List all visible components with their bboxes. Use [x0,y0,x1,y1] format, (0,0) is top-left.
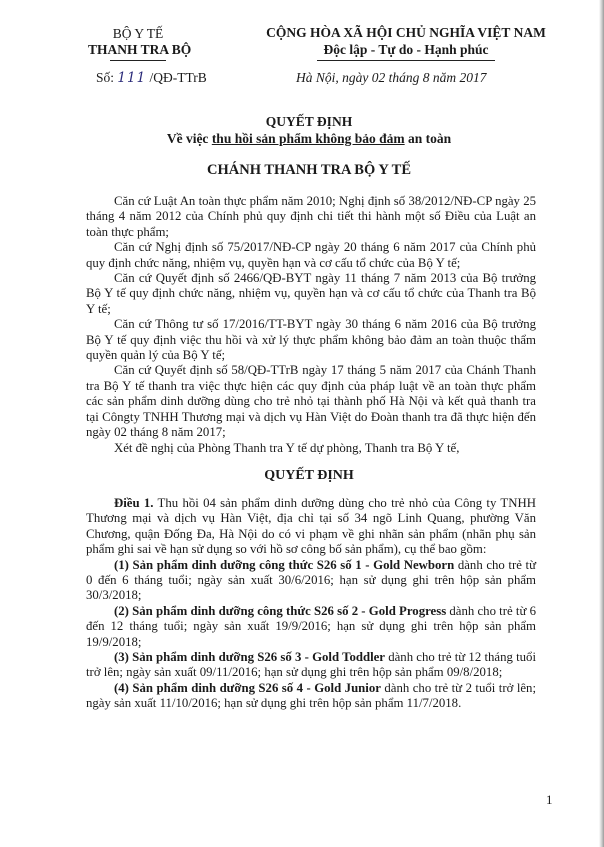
product-title: (3) Sản phẩm dinh dưỡng S26 số 3 - Gold Toddler [114,650,385,665]
decides-heading: QUYẾT ĐỊNH [264,468,354,483]
decision-subject [60,131,558,147]
agency-name: THANH TRA BỘ [88,42,192,57]
motto-underline [317,60,495,61]
basis-paragraph: Căn cứ Thông tư số 17/2016/TT-BYT ngày 30 tháng 6 năm 2016 của Bộ trưởng Bộ Y tế quy định việc thu hồi và xử lý thực phẩm không bảo đảm an toàn thuộc thẩm quyền quản lý của Bộ Y tế; [86,317,536,363]
document-number [96,70,207,86]
basis-paragraph: Căn cứ Quyết định số 58/QĐ-TTrB ngày 17 tháng 5 năm 2017 của Chánh Thanh tra Bộ Y tế thanh tra việc thực hiện các quy định của pháp luật về an toàn thực phẩm các sản phẩm dinh dưỡng dùng cho trẻ nhỏ tại thành phố Hà Nội và kết quả thanh tra tại Côngty TNHH Thương mại và dịch vụ Hàn Việt do Đoàn thanh tra đã thực hiện đến ngày 02 tháng 8 năm 2017; [86,363,536,440]
scan-edge-shadow [599,0,604,847]
article-1-paragraph [86,496,536,558]
product-item [86,650,536,681]
basis-paragraph: Xét đề nghị của Phòng Thanh tra Y tế dự phòng, Thanh tra Bộ Y tế, [114,440,460,455]
product-item [86,681,536,712]
subject-suffix: an toàn [404,131,452,146]
national-title: CỘNG HÒA XÃ HỘI CHỦ NGHĨA VIỆT NAM [266,25,546,40]
product-item [86,558,536,604]
subject-prefix: Về việc [166,131,212,146]
basis-paragraph: Căn cứ Luật An toàn thực phẩm năm 2010; Nghị định số 38/2012/NĐ-CP ngày 25 tháng 4 năm 2012 của Chính phủ quy định chi tiết thi hành một số Điều của Luật an toàn thực phẩm; [86,194,536,239]
doc-number-prefix: Số: [96,70,115,85]
product-title: (1) Sản phẩm dinh dưỡng công thức S26 số 1 - Gold Newborn [114,557,455,572]
basis-paragraph: Căn cứ Nghị định số 75/2017/NĐ-CP ngày 20 tháng 6 năm 2017 của Chính phủ quy định chức năng, nhiệm vụ, quyền hạn và cơ cấu tổ chức của Bộ Y tế; [86,240,536,270]
ministry-name: BỘ Y TẾ [112,26,164,41]
product-detail: dành cho trẻ từ 6 đến 12 tháng tuổi; ngày sản xuất 19/9/2016; hạn sử dụng ghi trên hộp sản phẩm 19/9/2018; [86,603,536,649]
agency-underline [110,60,166,61]
product-title: (4) Sản phẩm dinh dưỡng S26 số 4 - Gold Junior [114,680,381,695]
product-title: (2) Sản phẩm dinh dưỡng công thức S26 số 2 - Gold Progress [114,603,447,618]
legal-bases [86,194,536,456]
doc-number-suffix: /QĐ-TTrB [149,70,207,85]
national-motto: Độc lập - Tự do - Hạnh phúc [323,42,489,57]
page-number: 1 [546,792,553,807]
product-detail: dành cho trẻ từ 12 tháng tuổi trở lên; ngày sản xuất 09/11/2016; hạn sử dụng ghi trên hộp sản phẩm 09/8/2018; [86,650,537,680]
product-item [86,604,536,650]
basis-paragraph: Căn cứ Quyết định số 2466/QĐ-BYT ngày 11 tháng 7 năm 2013 của Bộ trưởng Bộ Y tế quy định chức năng, nhiệm vụ, quyền hạn và cơ cấu tổ chức của Thanh tra Bộ Y tế; [86,271,536,316]
product-detail: dành cho trẻ từ 2 tuổi trở lên; ngày sản xuất 11/10/2016; hạn sử dụng ghi trên hộp sản phẩm 11/7/2018. [86,680,537,711]
article-label: Điều 1. [114,496,154,510]
doc-number-handwritten: 111 [117,70,147,86]
subject-underlined: thu hồi sản phẩm không bảo đảm [211,131,405,146]
article-text: Thu hồi 04 sản phẩm dinh dưỡng dùng cho trẻ nhỏ của Công ty TNHH Thương mại và dịch vụ Hàn Việt, địa chỉ tại số 34 ngõ Linh Quang, phường Văn Chương, quận Đống Đa, Hà Nội do có vi phạm về ghi nhãn sản phẩm (nhãn phụ sản phẩm ghi sai về hạn sử dụng so với hồ sơ công bố sản phẩm), cụ thể bao gồm: [86,496,536,557]
place-date: Hà Nội, ngày 02 tháng 8 năm 2017 [296,70,487,85]
decision-title: QUYẾT ĐỊNH [265,114,353,129]
article-1 [86,496,536,712]
product-detail: dành cho trẻ từ 0 đến 6 tháng tuổi; ngày sản xuất 30/6/2016; hạn sử dụng ghi trên hộp sản phẩm 30/3/2018; [86,557,537,603]
issuer-title: CHÁNH THANH TRA BỘ Y TẾ [207,162,411,178]
